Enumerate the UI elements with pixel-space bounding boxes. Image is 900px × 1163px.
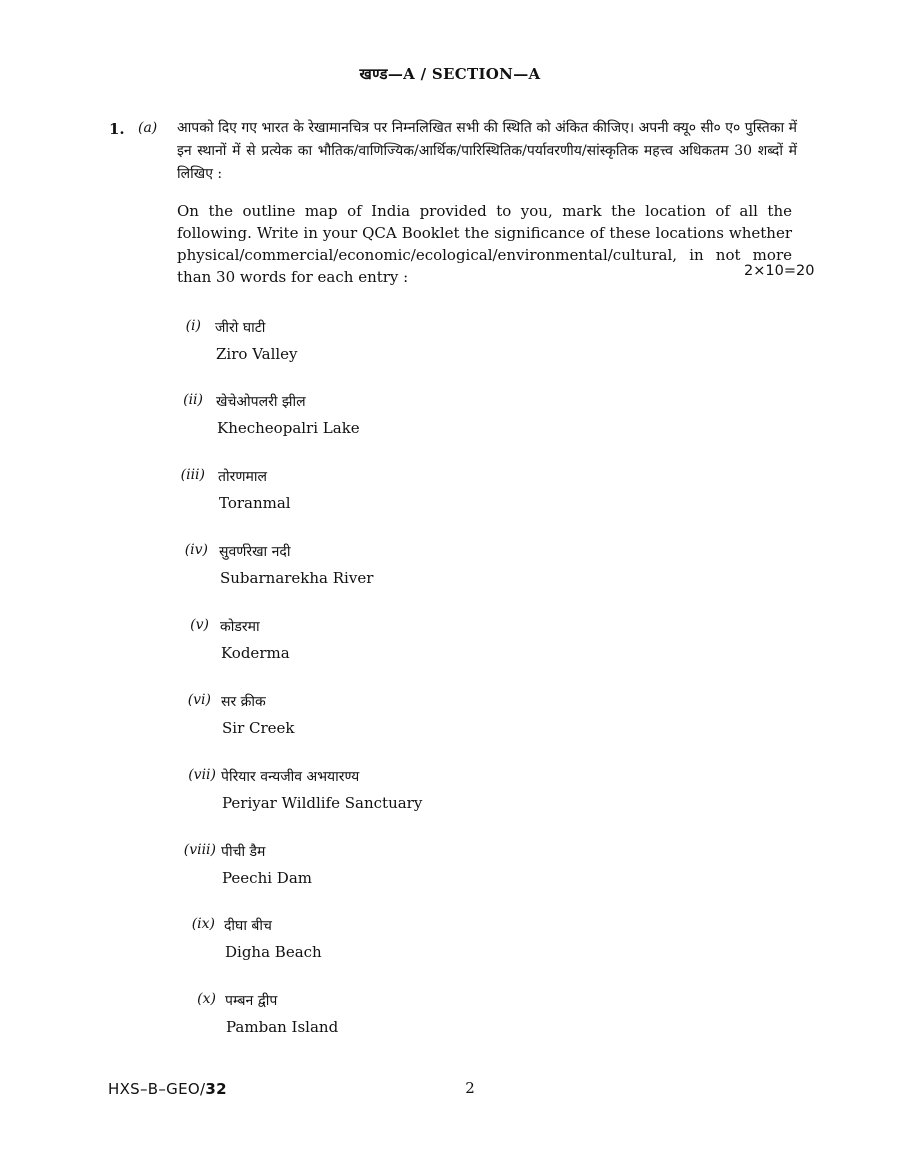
item-english: Khecheopalri Lake [217, 419, 360, 437]
item-number: (ix) [191, 916, 215, 932]
item-hindi: सुवर्णरेखा नदी [219, 544, 291, 560]
question-number: 1. [109, 120, 125, 138]
item-hindi: जीरो घाटी [215, 320, 266, 336]
item-number: (viii) [183, 842, 216, 858]
marks-allocation: 2×10=20 [744, 263, 815, 279]
list-item [0, 392, 900, 452]
item-number: (i) [185, 318, 201, 334]
item-hindi: पेरियार वन्यजीव अभयारण्य [221, 769, 360, 785]
list-item [0, 916, 900, 976]
paper-code-prefix: HXS–B–GEO/ [108, 1080, 206, 1098]
item-hindi: सर क्रीक [221, 694, 266, 710]
item-number: (vi) [187, 692, 211, 708]
item-english: Subarnarekha River [220, 569, 374, 587]
item-number: (iv) [184, 542, 208, 558]
list-item [0, 767, 900, 827]
list-item [0, 542, 900, 602]
item-english: Koderma [221, 644, 290, 662]
list-item [0, 991, 900, 1051]
item-hindi: तोरणमाल [218, 469, 267, 485]
list-item [0, 617, 900, 677]
english-instruction: On the outline map of India provided to you, mark the location of all the following. Write in your QCA Booklet the significance of these locations whether physical/commercial/economic/ecological/environmental/cultural, in not more than 30 words for each entry : [177, 202, 792, 286]
item-english: Peechi Dam [222, 869, 312, 887]
item-number: (x) [197, 991, 216, 1007]
list-item [0, 692, 900, 752]
item-number: (v) [190, 617, 209, 633]
item-english: Periyar Wildlife Sanctuary [222, 794, 423, 812]
list-item [0, 467, 900, 527]
item-hindi: दीघा बीच [224, 918, 272, 934]
item-hindi: पीची डैम [221, 844, 266, 860]
item-hindi: खेचेओपलरी झील [216, 394, 306, 410]
item-number: (vii) [188, 767, 216, 783]
list-item [0, 842, 900, 902]
section-heading: खण्ड—A / SECTION—A [359, 65, 541, 83]
item-english: Sir Creek [222, 719, 295, 737]
paper-code-number: 32 [205, 1080, 227, 1098]
item-english: Toranmal [219, 494, 291, 512]
question-part: (a) [138, 120, 158, 136]
item-hindi: कोडरमा [220, 619, 260, 635]
item-english: Pamban Island [226, 1018, 339, 1036]
item-number: (ii) [183, 392, 203, 408]
item-english: Ziro Valley [216, 345, 298, 363]
list-item [0, 318, 900, 378]
hindi-instruction: आपको दिए गए भारत के रेखामानचित्र पर निम्नलिखित सभी की स्थिति को अंकित कीजिए। अपनी क्यू० सी० ए० पुस्तिका में इन स्थानों में से प्रत्येक का भौतिक/वाणिज्यिक/आर्थिक/पारिस्थितिक/पर्यावरणीय/सांस्कृतिक महत्त्व अधिकतम 30 शब्दों में लिखिए : [177, 120, 797, 182]
page-number: 2 [465, 1079, 475, 1097]
item-number: (iii) [180, 467, 205, 483]
item-hindi: पम्बन द्वीप [225, 993, 278, 1009]
item-english: Digha Beach [225, 943, 322, 961]
